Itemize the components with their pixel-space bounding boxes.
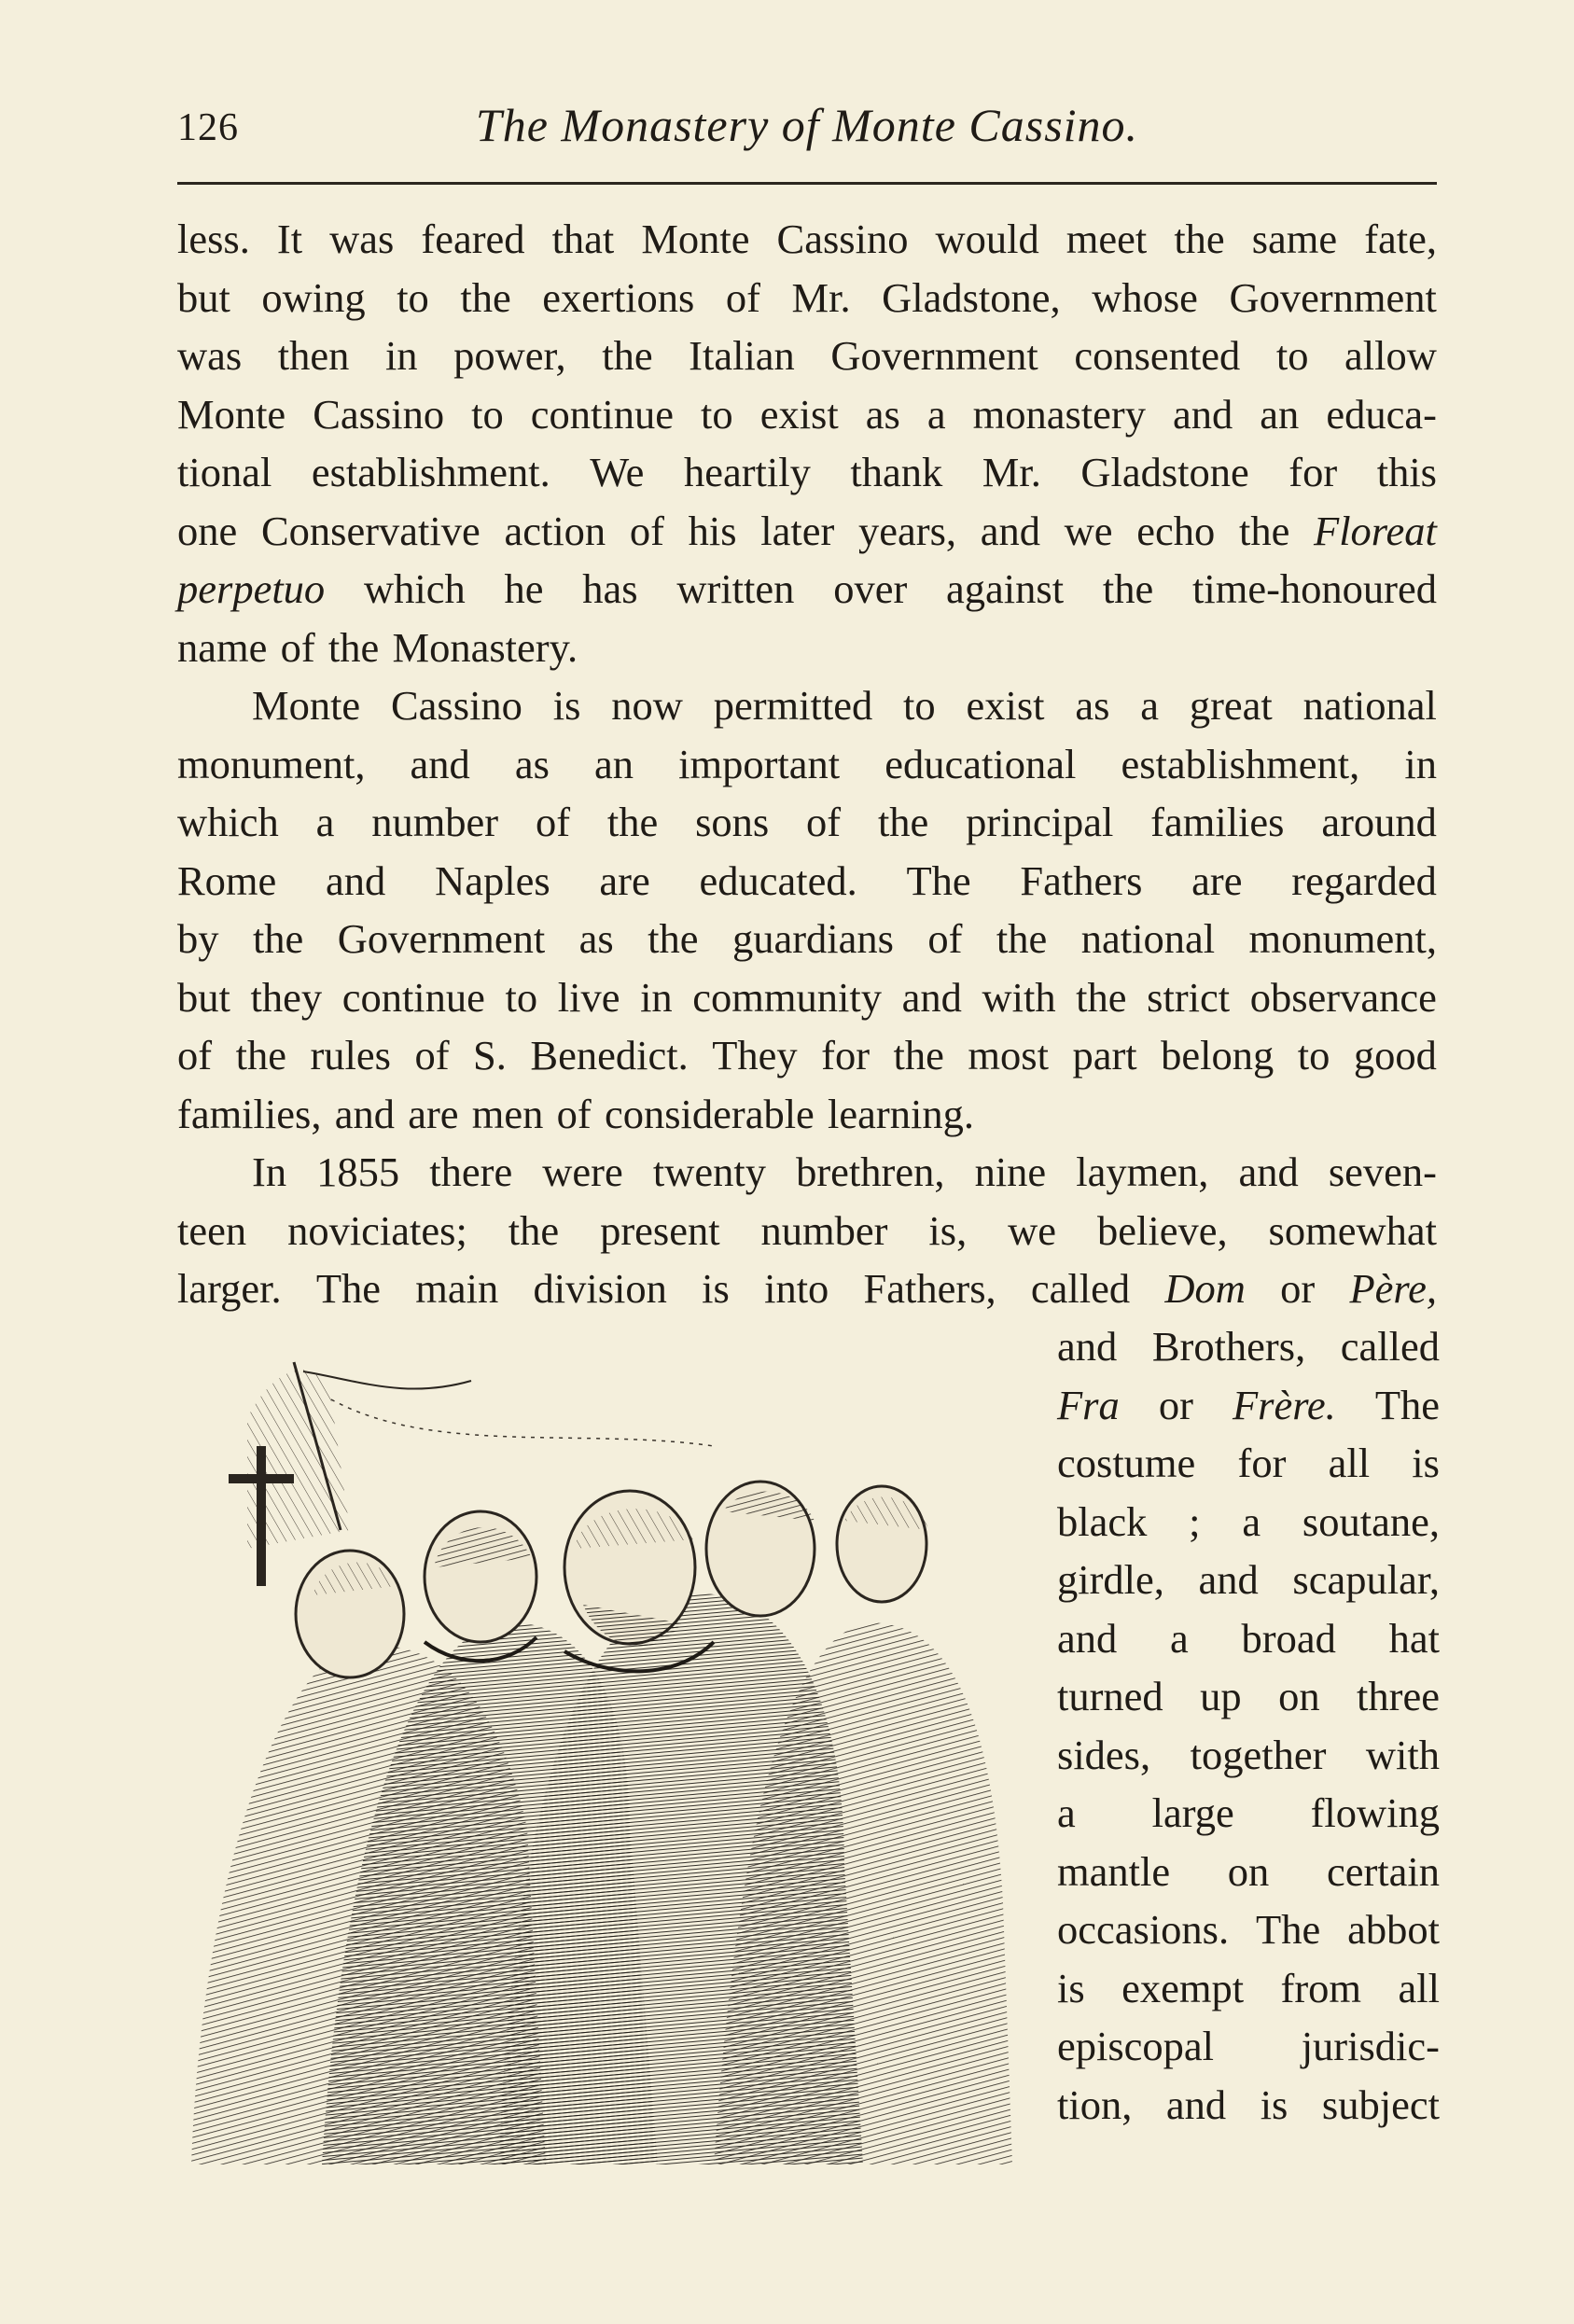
word: part (1072, 1032, 1137, 1079)
word: he (504, 565, 544, 612)
word: was (329, 216, 395, 262)
word: establishment. (311, 449, 550, 495)
word: live (557, 973, 620, 1021)
word: the (648, 915, 699, 962)
text-line (177, 560, 1437, 619)
word: the (602, 332, 653, 379)
word: Cassino (313, 390, 445, 438)
text-line (177, 1259, 1437, 1318)
word: Fathers (1020, 856, 1143, 904)
word: Dom (1164, 1265, 1246, 1312)
word: were (542, 1148, 623, 1195)
text-line (177, 1085, 1437, 1144)
word: the (252, 915, 304, 962)
word: a (1242, 1497, 1261, 1545)
word: present (600, 1206, 720, 1254)
word: important (678, 740, 841, 787)
word: continue (341, 973, 485, 1021)
page-header (177, 98, 1437, 163)
word: same (1251, 216, 1338, 262)
word: establishment, (1121, 740, 1360, 787)
word: men (471, 1090, 544, 1137)
word: somewhat (1268, 1206, 1437, 1254)
word: Monte (252, 682, 361, 729)
word: to (1297, 1032, 1330, 1079)
word: of (535, 799, 571, 845)
word: together (1190, 1731, 1327, 1778)
word: is (702, 1265, 730, 1312)
word: division (533, 1265, 667, 1312)
word: observance (1249, 973, 1437, 1021)
word: monument, (177, 740, 366, 787)
word: and (1198, 1556, 1259, 1603)
word: which (363, 565, 466, 612)
word: Monte (177, 390, 286, 438)
word: meet (1066, 216, 1148, 262)
word: Mr. (791, 273, 851, 321)
word: abbot (1347, 1906, 1440, 1953)
word: that (551, 216, 615, 262)
word: It (276, 216, 303, 262)
word: considerable (604, 1090, 815, 1137)
word: as (578, 915, 614, 962)
word: the (460, 273, 511, 321)
word: The (315, 1265, 382, 1312)
word: there (429, 1148, 513, 1195)
word: number (760, 1206, 888, 1254)
word: episcopal (1057, 2023, 1215, 2069)
word: girdle, (1057, 1556, 1164, 1603)
word: families, (177, 1090, 322, 1137)
word: an (1260, 390, 1300, 438)
word: most (968, 1032, 1049, 1079)
word: In (252, 1148, 287, 1195)
text-line (1057, 1609, 1440, 1668)
word: but (177, 973, 230, 1021)
text-line (177, 1026, 1437, 1085)
word: 1855 (316, 1148, 400, 1195)
word: brethren, (796, 1148, 945, 1195)
word: written (676, 565, 795, 612)
word: to (1275, 332, 1309, 379)
text-line (1057, 1843, 1440, 1901)
text-line (1057, 1551, 1440, 1609)
text-line (177, 793, 1437, 852)
header-rule (177, 182, 1437, 185)
word: hat (1388, 1614, 1440, 1662)
word: all (1398, 1964, 1440, 2011)
word: strict (1147, 973, 1231, 1021)
word: perpetuo (177, 565, 326, 612)
word: of (806, 799, 842, 845)
word: is (1412, 1440, 1440, 1486)
word: continue (530, 390, 675, 438)
word: the (606, 799, 659, 845)
word: exist (759, 390, 839, 438)
word: turned (1057, 1673, 1163, 1719)
text-line (177, 968, 1437, 1027)
page-number: 126 (177, 106, 239, 149)
word: Naples (435, 856, 550, 904)
word: then (277, 332, 350, 379)
word: years, (858, 507, 957, 554)
word: large (1151, 1789, 1234, 1836)
word: they (250, 973, 323, 1021)
word: and (1165, 2080, 1227, 2128)
text-line (177, 676, 1437, 735)
word: the (877, 799, 929, 845)
text-line (1057, 1317, 1440, 1376)
word: this (1376, 449, 1437, 495)
word: Frère. (1232, 1381, 1336, 1428)
word: and (1238, 1148, 1299, 1195)
text-line (1057, 1726, 1440, 1785)
word: has (582, 565, 638, 612)
word: the (235, 1032, 286, 1079)
word: believe, (1097, 1206, 1228, 1254)
word: exist (966, 682, 1045, 729)
word: to (471, 390, 504, 438)
word: principal (966, 799, 1114, 845)
word: exertions (542, 273, 695, 321)
text-line (177, 385, 1437, 444)
word: the (1076, 973, 1127, 1021)
word: Brothers, (1151, 1323, 1306, 1370)
word: costume (1057, 1440, 1196, 1486)
word: of (414, 1032, 450, 1079)
word: good (1353, 1032, 1437, 1079)
word: permitted (713, 682, 873, 729)
word: Floreat (1314, 507, 1437, 554)
word: action (504, 507, 606, 554)
word: and (334, 1090, 395, 1137)
text-line (177, 852, 1437, 911)
text-line (177, 1202, 1437, 1260)
word: monument, (1248, 915, 1437, 962)
word: Mr. (982, 449, 1041, 495)
word: tion, (1057, 2080, 1133, 2128)
word: Monte (641, 216, 750, 262)
word: nine (974, 1148, 1047, 1195)
word: scapular, (1292, 1556, 1440, 1603)
word: an (594, 740, 634, 787)
word: mantle (1057, 1847, 1171, 1895)
word: of (556, 1090, 592, 1137)
word: heartily (683, 449, 811, 495)
text-line (1057, 1959, 1440, 2018)
word: a (1170, 1614, 1189, 1662)
word: Rome (177, 856, 277, 904)
text-line (1057, 1900, 1440, 1959)
word: a (1140, 682, 1159, 729)
word: into (764, 1265, 829, 1312)
word: They (712, 1032, 798, 1079)
word: number (371, 799, 499, 845)
word: for (1288, 449, 1338, 495)
word: the (893, 1032, 944, 1079)
word: The (906, 856, 971, 904)
text-line (1057, 1493, 1440, 1552)
text-line (1057, 2017, 1440, 2076)
word: allow (1344, 332, 1437, 379)
monks-engraving-illustration (191, 1343, 1012, 2164)
word: rules (310, 1032, 391, 1079)
word: learning. (828, 1090, 974, 1137)
word: the (996, 915, 1048, 962)
text-line (1057, 2076, 1440, 2135)
word: educated. (699, 856, 857, 904)
word: a (315, 799, 335, 845)
word: in (384, 332, 418, 379)
word: now (611, 682, 683, 729)
word: occasions. (1057, 1906, 1230, 1953)
word: we (1008, 1206, 1057, 1254)
word: The (1374, 1381, 1440, 1428)
word: we (1064, 507, 1113, 554)
word: teen (177, 1206, 247, 1254)
word: power, (453, 332, 566, 379)
text-line (1057, 1434, 1440, 1493)
word: is (1057, 1964, 1085, 2011)
word: and (1057, 1614, 1118, 1662)
text-line (1057, 1784, 1440, 1843)
word: to (505, 973, 538, 1021)
word: or (1158, 1381, 1193, 1428)
word: less. (177, 216, 250, 262)
word: name (177, 623, 268, 671)
word: of (629, 507, 664, 554)
word: S. (473, 1032, 507, 1079)
word: a (1057, 1789, 1076, 1836)
text-line (177, 735, 1437, 794)
text-line (177, 619, 1437, 677)
word: as (1075, 682, 1110, 729)
word: are (408, 1090, 459, 1137)
text-line (177, 502, 1437, 561)
word: as (514, 740, 550, 787)
word: Conservative (260, 507, 481, 554)
word: are (599, 856, 650, 904)
word: the (1174, 216, 1225, 262)
word: and (980, 507, 1040, 554)
word: Government (337, 915, 546, 962)
word: noviciates; (287, 1206, 467, 1254)
word: thank (850, 449, 943, 495)
word: The (1256, 1906, 1321, 1953)
word: belong (1161, 1032, 1275, 1079)
word: from (1280, 1964, 1362, 2011)
word: tional (177, 449, 272, 495)
word: on (1227, 1847, 1270, 1895)
word: the (1102, 565, 1154, 612)
word: of (927, 915, 963, 962)
word: black (1057, 1497, 1148, 1545)
word: to (701, 390, 733, 438)
text-line (1057, 1667, 1440, 1726)
word: Government (830, 332, 1038, 379)
word: Gladstone (1080, 449, 1249, 495)
word: by (177, 915, 219, 962)
word: three (1357, 1673, 1440, 1719)
word: sides, (1057, 1731, 1151, 1778)
word: We (590, 449, 645, 495)
word: great (1189, 682, 1273, 729)
word: the (327, 623, 380, 671)
word: and (326, 856, 386, 904)
word: jurisdic- (1301, 2023, 1440, 2069)
word: feared (421, 216, 525, 262)
word: flowing (1310, 1789, 1440, 1836)
word: sons (695, 799, 770, 845)
word: certain (1326, 1847, 1440, 1895)
text-line (177, 210, 1437, 269)
text-line (177, 269, 1437, 327)
word: called (1030, 1265, 1131, 1312)
word: up (1200, 1673, 1242, 1719)
word: owing (261, 273, 366, 321)
word: with (982, 973, 1056, 1021)
word: with (1365, 1731, 1440, 1778)
word: larger. (177, 1265, 282, 1312)
word: twenty (652, 1148, 766, 1195)
word: called (1340, 1323, 1440, 1370)
word: or (1280, 1265, 1316, 1312)
word: the (508, 1206, 560, 1254)
word: around (1321, 799, 1437, 845)
word: educa- (1326, 390, 1437, 438)
word: consented (1074, 332, 1241, 379)
word: fate, (1364, 216, 1437, 262)
word: Père, (1349, 1265, 1437, 1312)
word: over (833, 565, 908, 612)
word: a (926, 390, 946, 438)
word: Monastery. (392, 623, 578, 671)
text-line (177, 1143, 1437, 1202)
word: Government (1229, 273, 1437, 321)
word: in (640, 973, 673, 1021)
word: broad (1241, 1614, 1336, 1662)
word: seven- (1328, 1148, 1437, 1195)
word: of (280, 623, 315, 671)
side-column-text (1057, 1317, 1440, 2134)
word: subject (1321, 2080, 1440, 2128)
word: educational (885, 740, 1077, 787)
word: in (1404, 740, 1437, 787)
word: and (410, 740, 470, 787)
word: Benedict. (530, 1032, 689, 1079)
word: for (821, 1032, 871, 1079)
word: to (903, 682, 936, 729)
word: one (177, 507, 238, 554)
word: ; (1189, 1497, 1201, 1545)
text-line (177, 910, 1437, 968)
word: to (397, 273, 429, 321)
word: exempt (1121, 1964, 1245, 2011)
word: all (1328, 1440, 1371, 1486)
running-title: The Monastery of Monte Cassino. (475, 99, 1139, 151)
word: main (415, 1265, 499, 1312)
word: is, (928, 1206, 968, 1254)
word: of (725, 273, 760, 321)
word: monastery (972, 390, 1146, 438)
word: time-honoured (1192, 565, 1437, 612)
word: and (1057, 1323, 1118, 1370)
word: Gladstone, (882, 273, 1061, 321)
body-text (177, 210, 1437, 1318)
word: community (692, 973, 882, 1021)
word: is (552, 682, 581, 729)
text-line (177, 327, 1437, 385)
word: of (177, 1032, 213, 1079)
word: Fathers, (863, 1265, 996, 1312)
word: families (1150, 799, 1285, 845)
word: are (1191, 856, 1243, 904)
word: against (946, 565, 1065, 612)
word: Cassino (776, 216, 909, 262)
word: whose (1092, 273, 1198, 321)
word: laymen, (1076, 1148, 1209, 1195)
word: is (1260, 2080, 1288, 2128)
word: the (1238, 507, 1290, 554)
word: and (1173, 390, 1233, 438)
word: his (688, 507, 737, 554)
word: Cassino (391, 682, 522, 729)
word: soutane, (1302, 1497, 1440, 1545)
word: later (760, 507, 835, 554)
word: national (1080, 915, 1216, 962)
word: on (1278, 1673, 1320, 1719)
text-line (177, 443, 1437, 502)
word: Fra (1057, 1381, 1120, 1428)
text-line (1057, 1376, 1440, 1435)
word: and (901, 973, 962, 1021)
word: guardians (731, 915, 894, 962)
word: would (935, 216, 1039, 262)
word: echo (1136, 507, 1216, 554)
word: as (865, 390, 900, 438)
word: Italian (689, 332, 795, 379)
word: was (177, 332, 243, 379)
word: for (1237, 1440, 1287, 1486)
word: but (177, 273, 230, 321)
word: national (1302, 682, 1437, 729)
word: which (177, 799, 279, 845)
word: regarded (1291, 856, 1437, 904)
